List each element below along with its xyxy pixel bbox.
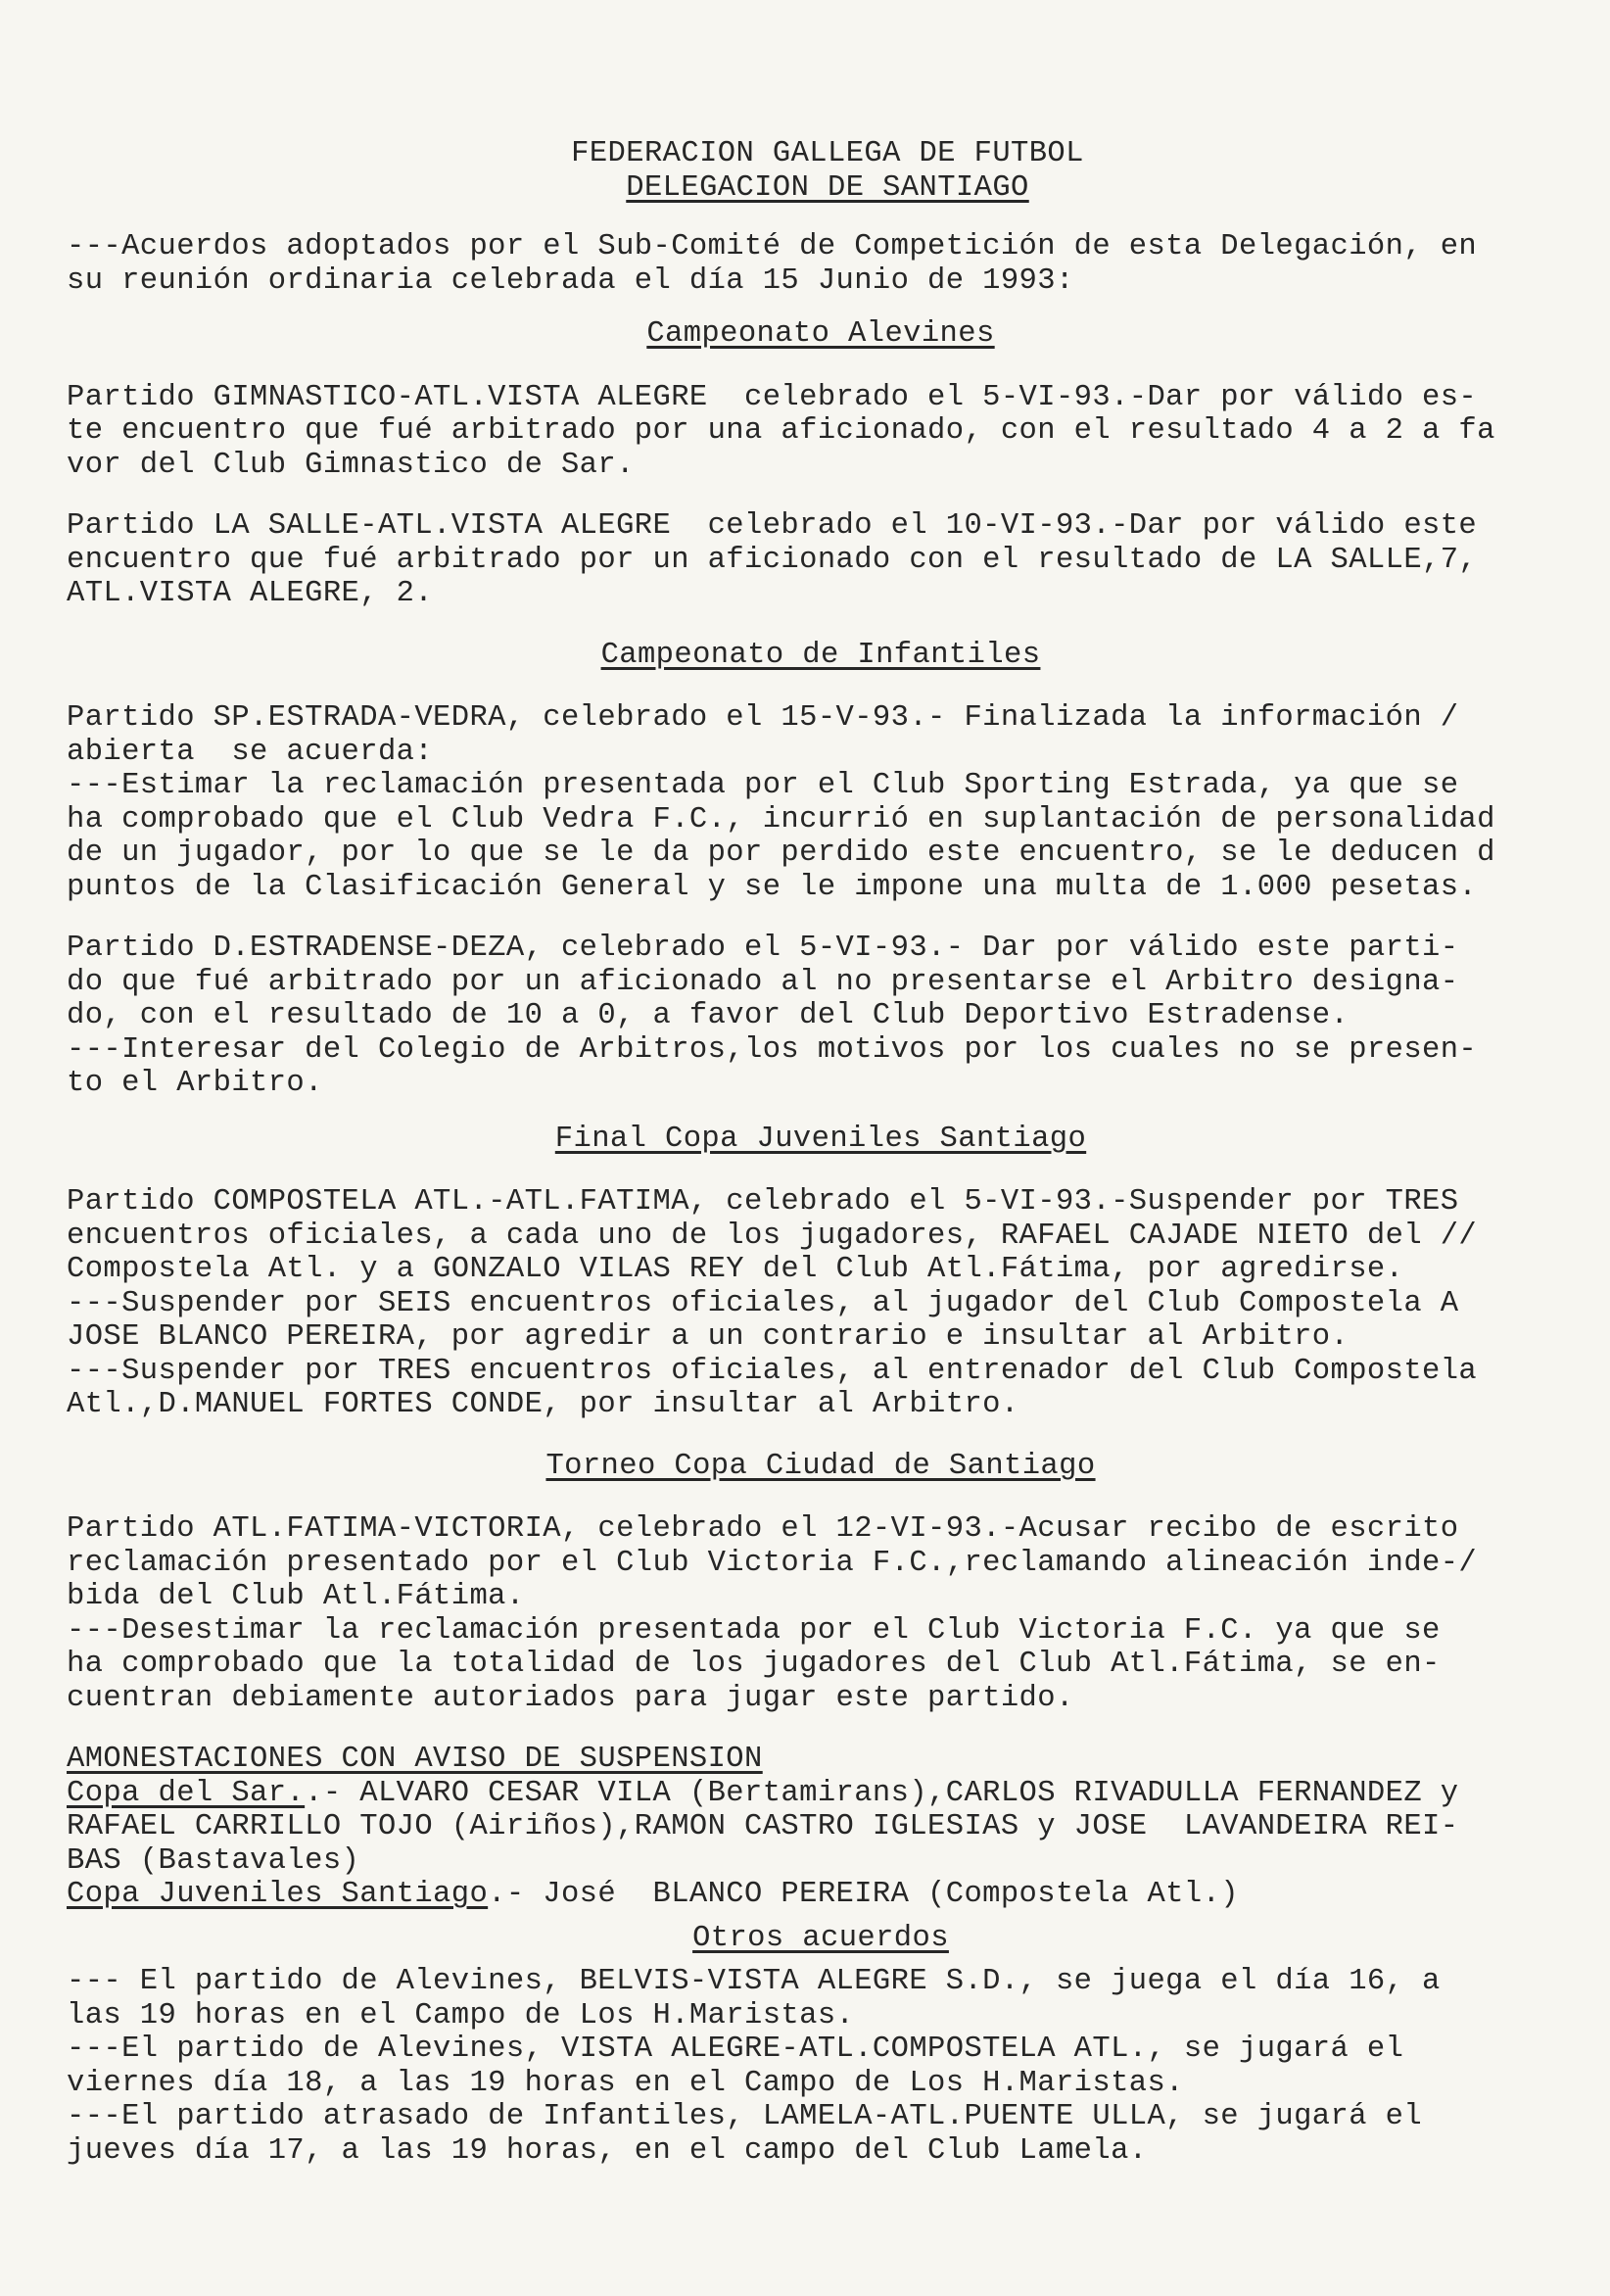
- document-header: [80, 137, 1575, 205]
- text-line: ---Suspender por SEIS encuentros oficiales, al jugador del Club Compostela A: [67, 1286, 1459, 1320]
- copa-sar-label: Copa del Sar.: [67, 1776, 306, 1810]
- text-line: cuentran debiamente autoriados para jugar este partido.: [67, 1681, 1074, 1715]
- text-line: encuentros oficiales, a cada uno de los jugadores, RAFAEL CAJADE NIETO del //: [67, 1219, 1478, 1253]
- text-line: .- ALVARO CESAR VILA (Bertamirans),CARLOS RIVADULLA FERNANDEZ y: [305, 1776, 1459, 1810]
- alevines-paragraph: [67, 509, 1575, 611]
- text-line: abierta se acuerda:: [67, 735, 434, 769]
- section-title-alevines: Campeonato Alevines: [646, 317, 995, 351]
- intro-line: ---Acuerdos adoptados por el Sub-Comité de Competición de esta Delegación, en: [67, 230, 1478, 263]
- text-line: te encuentro que fué arbitrado por una aficionado, con el resultado 4 a 2 a fa: [67, 414, 1495, 448]
- text-line: las 19 horas en el Campo de Los H.Maristas.: [67, 1998, 855, 2033]
- section-title-infantiles: Campeonato de Infantiles: [600, 638, 1041, 672]
- text-line: ---El partido de Alevines, VISTA ALEGRE-ATL.COMPOSTELA ATL., se jugará el: [67, 2033, 1404, 2066]
- text-line: Partido COMPOSTELA ATL.-ATL.FATIMA, celebrado el 5-VI-93.-Suspender por TRES: [67, 1185, 1459, 1219]
- amonestaciones-title: AMONESTACIONES CON AVISO DE SUSPENSION: [67, 1743, 763, 1776]
- section-title-copa-ciudad: Torneo Copa Ciudad de Santiago: [545, 1449, 1096, 1483]
- text-line: encuentro que fué arbitrado por un aficionado con el resultado de LA SALLE,7,: [67, 543, 1478, 577]
- federation-title: FEDERACION GALLEGA DE FUTBOL: [571, 137, 1084, 170]
- text-line: vor del Club Gimnastico de Sar.: [67, 448, 635, 482]
- text-line: ---Estimar la reclamación presentada por el Club Sporting Estrada, ya que se: [67, 769, 1459, 802]
- section-title-otros-acuerdos: Otros acuerdos: [692, 1921, 949, 1955]
- section-title-copa-juveniles: Final Copa Juveniles Santiago: [554, 1122, 1087, 1156]
- delegation-subtitle: DELEGACION DE SANTIAGO: [626, 170, 1029, 205]
- text-line: do, con el resultado de 10 a 0, a favor del Club Deportivo Estradense.: [67, 999, 1350, 1032]
- alevines-paragraph: [67, 381, 1575, 483]
- text-line: viernes día 18, a las 19 horas en el Campo de Los H.Maristas.: [67, 2066, 1184, 2100]
- text-line: Partido SP.ESTRADA-VEDRA, celebrado el 15-V-93.- Finalizada la información /: [67, 701, 1459, 735]
- text-line: to el Arbitro.: [67, 1067, 323, 1100]
- text-line: --- El partido de Alevines, BELVIS-VISTA ALEGRE S.D., se juega el día 16, a: [67, 1965, 1441, 1998]
- text-line: Partido ATL.FATIMA-VICTORIA, celebrado el 12-VI-93.-Acusar recibo de escrito: [67, 1512, 1459, 1546]
- text-line: puntos de la Clasificación General y se le impone una multa de 1.000 pesetas.: [67, 870, 1478, 904]
- text-line: Partido LA SALLE-ATL.VISTA ALEGRE celebrado el 10-VI-93.-Dar por válido este: [67, 509, 1478, 543]
- text-line: ---El partido atrasado de Infantiles, LAMELA-ATL.PUENTE ULLA, se jugará el: [67, 2100, 1423, 2133]
- text-line: Compostela Atl. y a GONZALO VILAS REY del Club Atl.Fátima, por agredirse.: [67, 1253, 1404, 1286]
- copa-juveniles-label: Copa Juveniles Santiago: [67, 1878, 489, 1911]
- infantiles-paragraph: [67, 701, 1575, 904]
- text-line: BAS (Bastavales): [67, 1843, 360, 1878]
- text-line: ATL.VISTA ALEGRE, 2.: [67, 577, 434, 610]
- text-line: .- José BLANCO PEREIRA (Compostela Atl.): [488, 1878, 1239, 1911]
- intro-paragraph: [67, 230, 1575, 298]
- document-page: [67, 137, 1575, 2195]
- infantiles-paragraph: [67, 932, 1575, 1101]
- text-line: jueves día 17, a las 19 horas, en el campo del Club Lamela.: [67, 2133, 1148, 2168]
- text-line: Atl.,D.MANUEL FORTES CONDE, por insultar al Arbitro.: [67, 1388, 1019, 1421]
- text-line: Partido GIMNASTICO-ATL.VISTA ALEGRE celebrado el 5-VI-93.-Dar por válido es-: [67, 380, 1478, 414]
- copa-ciudad-paragraph: [67, 1512, 1575, 1715]
- amonestaciones-block: [67, 1743, 1575, 1912]
- text-line: reclamación presentado por el Club Victoria F.C.,reclamando alineación inde-/: [67, 1546, 1478, 1580]
- otros-acuerdos-paragraph: [67, 1965, 1575, 2168]
- intro-line: su reunión ordinaria celebrada el día 15 Junio de 1993:: [67, 263, 1074, 298]
- text-line: ---Interesar del Colegio de Arbitros,los motivos por los cuales no se presen-: [67, 1032, 1478, 1067]
- copa-juveniles-paragraph: [67, 1185, 1575, 1422]
- text-line: ---Suspender por TRES encuentros oficiales, al entrenador del Club Compostela: [67, 1354, 1478, 1388]
- text-line: Partido D.ESTRADENSE-DEZA, celebrado el 5-VI-93.- Dar por válido este parti-: [67, 932, 1459, 965]
- text-line: ha comprobado que el Club Vedra F.C., incurrió en suplantación de personalidad: [67, 802, 1495, 837]
- text-line: ha comprobado que la totalidad de los jugadores del Club Atl.Fátima, se en-: [67, 1648, 1441, 1681]
- text-line: de un jugador, por lo que se le da por perdido este encuentro, se le deducen d: [67, 837, 1495, 870]
- text-line: bida del Club Atl.Fátima.: [67, 1580, 525, 1613]
- text-line: do que fué arbitrado por un aficionado al no presentarse el Arbitro designa-: [67, 965, 1459, 999]
- text-line: RAFAEL CARRILLO TOJO (Airiños),RAMON CASTRO IGLESIAS y JOSE LAVANDEIRA REI-: [67, 1810, 1459, 1843]
- text-line: JOSE BLANCO PEREIRA, por agredir a un contrario e insultar al Arbitro.: [67, 1320, 1350, 1354]
- text-line: ---Desestimar la reclamación presentada por el Club Victoria F.C. ya que se: [67, 1613, 1441, 1648]
